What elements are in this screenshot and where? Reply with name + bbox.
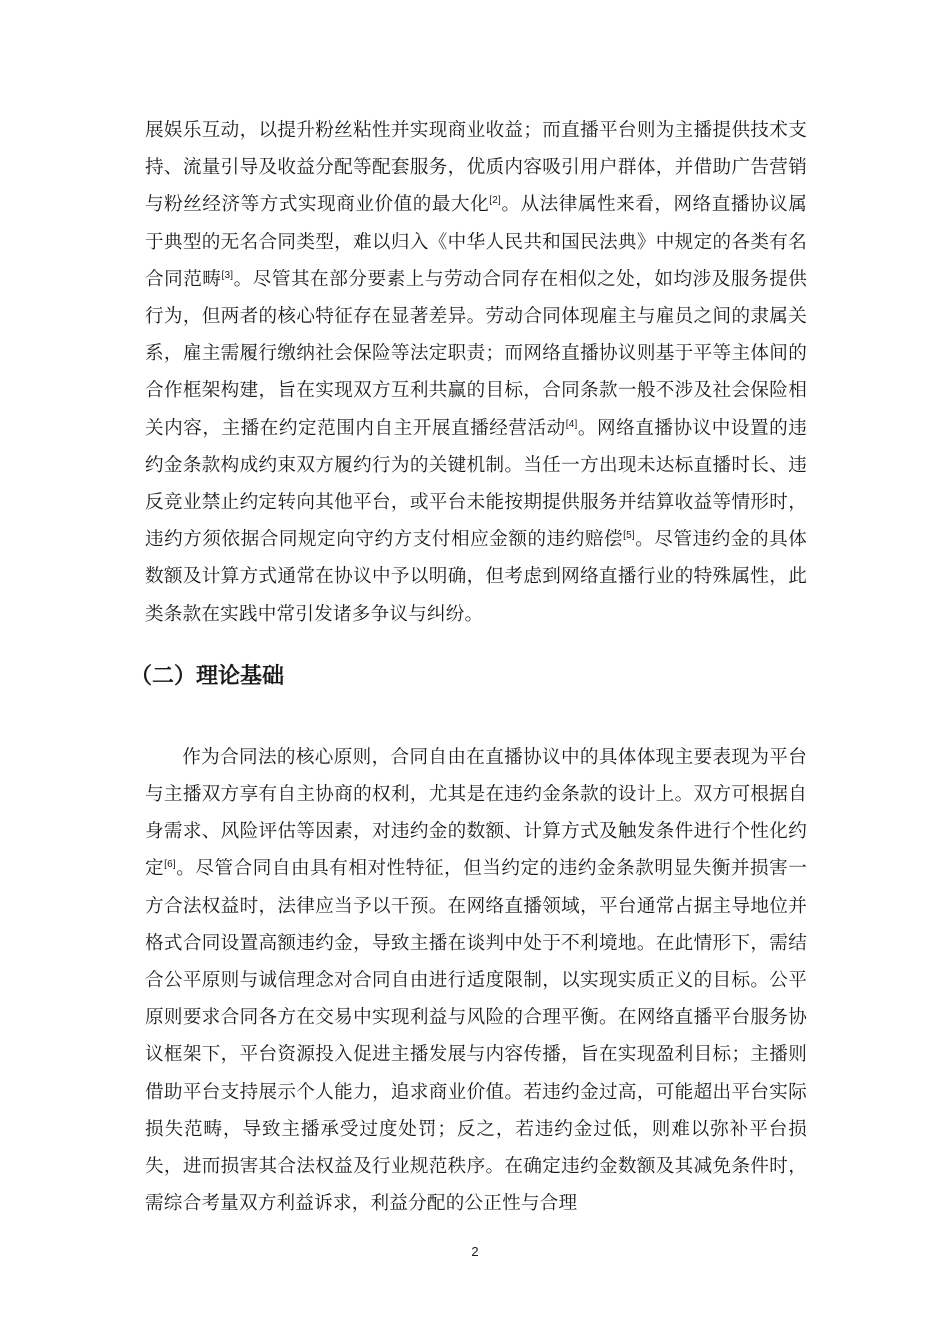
body-paragraph-2 xyxy=(145,739,807,1223)
paragraph-2-text-2: 。尽管合同自由具有相对性特征，但当约定的违约金条款明显失衡并损害一方合法权益时，法律应当予以干预。在网络直播领域，平台通常占据主导地位并格式合同设置高额违约金，导致主播在谈判中处于不利境地。在此情形下，需结合公平原则与诚信理念对合同自由进行适度限制，以实现实质正义的目标。公平原则要求合同各方在交易中实现利益与风险的合理平衡。在网络直播平台服务协议框架下，平台资源投入促进主播发展与内容传播，旨在实现盈利目标；主播则借助平台支持展示个人能力，追求商业价值。若违约金过高，可能超出平台实际损失范畴，导致主播承受过度处罚；反之，若违约金过低，则难以弥补平台损失，进而损害其合法权益及行业规范秩序。在确定违约金数额及其减免条件时，需综合考量双方利益诉求，利益分配的公正性与合理 xyxy=(145,858,808,1215)
citation-ref-6[interactable]: [6] xyxy=(164,859,176,871)
citation-ref-2[interactable]: [2] xyxy=(489,195,501,207)
paragraph-1-text-5: 。尽管违约金的具体数额及计算方式通常在协议中予以明确，但考虑到网络直播行业的特殊属性，此类条款在实践中常引发诸多争议与纠纷。 xyxy=(145,529,807,625)
paragraph-1-text-3: 。尽管其在部分要素上与劳动合同存在相似之处，如均涉及服务提供行为，但两者的核心特征存在显著差异。劳动合同体现雇主与雇员之间的隶属关系，雇主需履行缴纳社会保险等法定职责；而网络直播协议则基于平等主体间的合作框架构建，旨在实现双方互利共赢的目标，合同条款一般不涉及社会保险相关内容，主播在约定范围内自主开展直播经营活动 xyxy=(145,268,807,439)
document-page xyxy=(130,112,808,1222)
citation-ref-3[interactable]: [3] xyxy=(221,269,234,281)
paragraph-1-text-4: 。网络直播协议中设置的违约金条款构成约束双方履约行为的关键机制。当任一方出现未达标直播时长、违反竞业禁止约定转向其他平台，或平台未能按期提供服务并结算收益等情形时，违约方须依据合同规定向守约方支付相应金额的违约赔偿 xyxy=(145,417,807,551)
citation-ref-5[interactable]: [5] xyxy=(623,530,635,542)
page-number: 2 xyxy=(471,1244,479,1259)
paragraph-1-text-1: 展娱乐互动，以提升粉丝粘性并实现商业收益；而直播平台则为主播提供技术支持、流量引导及收益分配等配套服务，优质内容吸引用户群体，并借助广告营销与粉丝经济等方式实现商业价值的最大化 xyxy=(145,120,807,216)
paragraph-2-text-1: 作为合同法的核心原则，合同自由在直播协议中的具体体现主要表现为平台与主播双方享有自主协商的权利，尤其是在违约金条款的设计上。双方可根据自身需求、风险评估等因素，对违约金的数额、计算方式及触发条件进行个性化约定 xyxy=(145,746,807,880)
paragraph-1-text-2: 。从法律属性来看，网络直播协议属于典型的无名合同类型，难以归入《中华人民共和国民法典》中规定的各类有名合同范畴 xyxy=(145,194,807,290)
body-paragraph-1 xyxy=(145,112,807,633)
section-heading: （二）理论基础 xyxy=(130,663,285,689)
citation-ref-4[interactable]: [4] xyxy=(565,418,578,430)
